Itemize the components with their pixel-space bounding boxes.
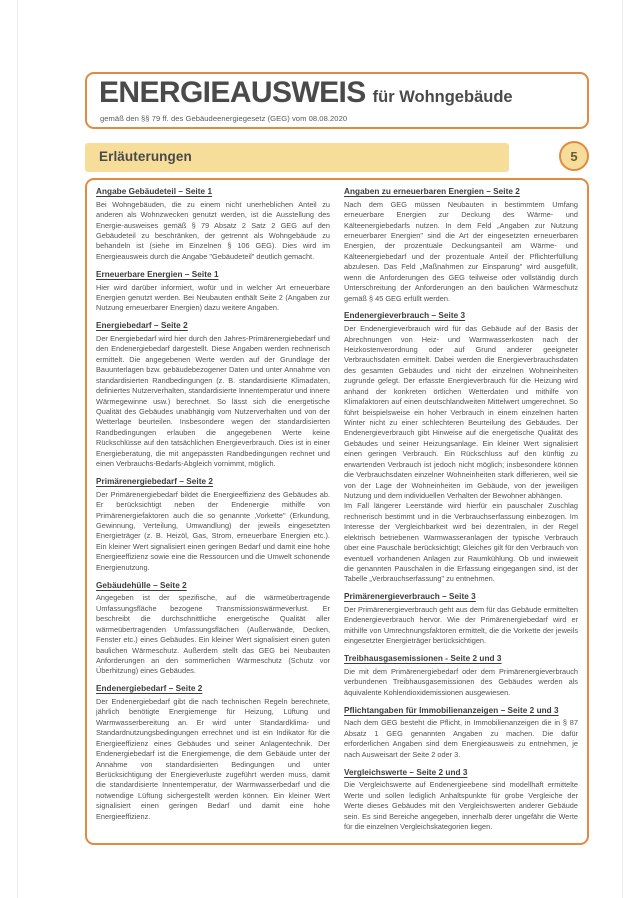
explanation-heading: Energiebedarf – Seite 2 [96,321,188,331]
explanation-heading: Erneuerbare Energien – Seite 1 [96,269,219,279]
section-banner-label: Erläuterungen [99,149,192,164]
explanation-heading: Vergleichswerte – Seite 2 und 3 [344,767,468,777]
page-number-value: 5 [570,148,578,164]
document-title-row [99,78,579,108]
explanation-paragraph: Hier wird darüber informiert, wofür und in welcher Art erneuerbare Energien genutzt werden. Bei Neubauten enthält Seite 2 (Angaben zur Nutzung erneuerbarer Energien) dazu weitere Angaben. [96,282,330,313]
section-banner [85,143,509,172]
explanation-heading: Pflichtangaben für Immobilienanzeigen – Seite 2 und 3 [344,705,559,715]
left-text-column [96,187,330,837]
explanation-block [344,706,578,760]
page-sheet [17,0,623,898]
explanation-paragraph: Nach dem GEG besteht die Pflicht, in Immobilienanzeigen die in § 87 Absatz 1 GEG genannten Angaben zu machen. Die dafür erforderlichen Angaben sind dem Energieausweis zu entnehmen, je nach Ausweisart der Seite 2 oder 3. [344,718,578,759]
explanation-heading: Treibhausgasemissionen - Seite 2 und 3 [344,654,502,664]
explanation-block [344,768,578,833]
explanation-block [344,311,578,584]
explanation-paragraph: Nach dem GEG müssen Neubauten in bestimmtem Umfang erneuerbare Energien zur Deckung des Wärme- und Kälteenergiebedarfs nutzen. In dem Feld „Angaben zur Nutzung erneuerbarer Energien" sind die Art der eingesetzten erneuerbaren Energien, der prozentuale Deckungsanteil am Wärme- und Kälteenergiebedarf und der prozentuale Anteil der Pflichterfüllung abzulesen. Das Feld „Maßnahmen zur Einsparung" wird ausgefüllt, wenn die Anforderungen des GEG teilweise oder vollständig durch Unterschreitung der Anforderungen an den baulichen Wärmeschutz gemäß § 45 GEG erfüllt werden. [344,199,578,303]
explanation-paragraph: Der Energiebedarf wird hier durch den Jahres-Primärenergiebedarf und den Endenergiebedarf dargestellt. Diese Angaben werden rechnerisch ermittelt. Die angegebenen Werte werden auf der Grundlage der Bauunterlagen bzw. gebäudebezogener Daten und unter Annahme von standardisierten Randbedingungen (z. B. standardisierte Klimadaten, definiertes Nutzerverhalten, standardisierte Innentemperatur und innere Wärmegewinne usw.) berechnet. So lässt sich die energetische Qualität des Gebäudes unabhängig vom Nutzerverhalten und von der Wetterlage beurteilen. Insbesondere wegen der standardisierten Randbedingungen erlauben die angegebenen Werte keine Rückschlüsse auf den tatsächlichen Energieverbrauch. Dies ist in einer Energieberatung, die mit angepassten Randbedingungen rechnet und einen Verbrauchs-Bedarfs-Abgleich vornimmt, möglich. [96,334,330,469]
right-text-column [344,187,578,837]
section-banner-row [85,143,589,172]
explanation-heading: Angabe Gebäudeteil – Seite 1 [96,187,213,196]
explanation-block [96,684,330,822]
document-legal-basis: gemäß den §§ 79 ff. des Gebäudeenergiegesetz (GEG) vom 08.08.2020 [100,114,348,123]
explanation-block [344,187,578,304]
explanation-block [96,477,330,573]
explanation-paragraph: Der Primärenergiebedarf bildet die Energieeffizienz des Gebäudes ab. Er berücksichtigt neben der Endenergie mithilfe von Primärenergiefaktoren auch die so genannte ‚Vorkette" (Erkundung, Gewinnung, Verteilung, Umwandlung) der jeweils eingesetzten Energieträger (z. B. Heizöl, Gas, Strom, erneuerbare Energien etc.). Ein kleiner Wert signalisiert einen geringen Bedarf und damit eine hohe Energieeffizienz sowie eine die Ressourcen und die Umwelt schonende Energienutzung. [96,489,330,572]
explanation-heading: Primärenergiebedarf – Seite 2 [96,477,214,487]
explanation-heading: Gebäudehülle – Seite 2 [96,580,187,590]
explanation-paragraph: Angegeben ist der spezifische, auf die wärmeübertragende Umfassungsfläche bezogene Transmissionswärmeverlust. Er beschreibt die durchschnittliche energetische Qualität aller wärmeübertragenden Umfassungsflächen (Außenwände, Decken, Fenster etc.) eines Gebäudes. Ein kleiner Wert signalisiert einen guten baulichen Wärmeschutz. Außerdem stellt das GEG bei Neubauten Anforderungen an den sommerlichen Wärmeschutz (Schutz vor Überhitzung) eines Gebäudes. [96,593,330,676]
explanation-heading: Endenergiebedarf – Seite 2 [96,684,203,694]
explanation-block [344,654,578,698]
explanation-heading: Endenergieverbrauch – Seite 3 [344,311,466,321]
explanation-block [96,321,330,469]
document-title-suffix: für Wohngebäude [372,88,513,106]
two-column-layout [87,180,587,843]
explanation-block [344,592,578,646]
explanation-block [96,187,330,262]
explanation-heading: Angaben zu erneuerbaren Energien – Seite 2 [344,187,520,196]
explanation-paragraph: Der Endenergiebedarf gibt die nach technischen Regeln berechnete, jährlich benötigte Energiemenge für Heizung, Lüftung und Warmwasserbereitung an. Er wird unter Standardklima- und Standardnutzungsbedingungen errechnet und ist ein Indikator für die Energieeffizienz eines Gebäudes und seiner Anlagentechnik. Der Endenergiebedarf ist die Energiemenge, die dem Gebäude unter der Annahme von standardisierten Bedingungen und unter Berücksichtigung der Energieverluste zugeführt werden muss, damit die standardisierte Innentemperatur, der Warmwasserbedarf und die notwendige Lüftung sichergestellt werden können. Ein kleiner Wert signalisiert einen geringen Bedarf und damit eine hohe Energieeffizienz. [96,697,330,821]
explanation-block [96,581,330,677]
explanations-content-box [85,178,589,845]
explanation-block [96,270,330,314]
explanation-paragraph: Im Fall längerer Leerstände wird hierfür ein pauschaler Zuschlag rechnerisch bestimmt und in die Verbrauchserfassung einbezogen. Im Interesse der Vergleichbarkeit wird bei dezentralen, in der Regel elektrisch betriebenen Warmwasseranlagen der typische Verbrauch über eine Pauschale berücksichtigt; Gleiches gilt für den Verbrauch von eventuell vorhandenen Anlagen zur Raumkühlung. Ob und inwieweit die genannten Pauschalen in die Erfassung eingegangen sind, ist der Tabelle „Verbrauchserfassung" zu entnehmen. [344,501,578,584]
explanation-paragraph: Die Vergleichswerte auf Endenergieebene sind modellhaft ermittelte Werte und sollen lediglich Anhaltspunkte für grobe Vergleiche der Werte dieses Gebäudes mit den Vergleichswerten anderer Gebäude sein. Es sind Bereiche angegeben, innerhalb derer ungefähr die Werte für die einzelnen Vergleichskategorien liegen. [344,780,578,832]
explanation-paragraph: Bei Wohngebäuden, die zu einem nicht unerheblichen Anteil zu anderen als Wohnzwecken genutzt werden, ist die Ausstellung des Energie-ausweises gemäß § 79 Absatz 2 Satz 2 GEG auf den Gebäudeteil zu beschränken, der getrennt als Wohngebäude zu behandeln ist (siehe im Einzelnen § 106 GEG). Dies wird im Energieausweis durch die Angabe "Gebäudeteil" deutlich gemacht. [96,199,330,261]
explanation-paragraph: Die mit dem Primärenergiebedarf oder dem Primärenergieverbrauch verbundenen Treibhausgasemissionen des Gebäudes werden als äquivalente Kohlendioxidemissionen ausgewiesen. [344,666,578,697]
document-header-box [85,72,589,129]
explanation-paragraph: Der Endenergieverbrauch wird für das Gebäude auf der Basis der Abrechnungen von Heiz- und Warmwasserkosten nach der Heizkostenverordnung oder auf Grund anderer geeigneter Verbrauchsdaten ermittelt. Dabei werden die Energieverbrauchsdaten des gesamten Gebäudes und nicht der einzelnen Wohneinheiten zugrunde gelegt. Der erfasste Energieverbrauch für die Heizung wird anhand der konkreten örtlichen Wetterdaten und mithilfe von Klimafaktoren auf einen deutschlandweiten Mittelwert umgerechnet. So führt beispielsweise ein hoher Verbrauch in einem einzelnen harten Winter nicht zu einer schlechteren Beurteilung des Gebäudes. Der Endenergieverbrauch gibt Hinweise auf die energetische Qualität des Gebäudes und seiner Heizungsanlage. Ein kleiner Wert signalisiert einen geringen Verbrauch. Ein Rückschluss auf den künftig zu erwartenden Verbrauch ist jedoch nicht möglich; insbesondere können die Verbrauchsdaten einzelner Wohneinheiten stark differieren, weil sie von der Lage der Wohneinheiten im Gebäude, von der jeweiligen Nutzung und dem individuellen Verhalten der Bewohner abhängen. [344,324,578,500]
page-title: ENERGIEAUSWEIS [99,76,366,109]
page-number-badge [559,141,589,171]
explanation-paragraph: Der Primärenergieverbrauch geht aus dem für das Gebäude ermittelten Endenergieverbrauch hervor. Wie der Primärenergiebedarf wird er mithilfe von Umrechnungsfaktoren ermittelt, die die Vorkette der jeweils eingesetzter Energieträger berücksichtigen. [344,605,578,646]
explanation-heading: Primärenergieverbrauch – Seite 3 [344,592,476,602]
